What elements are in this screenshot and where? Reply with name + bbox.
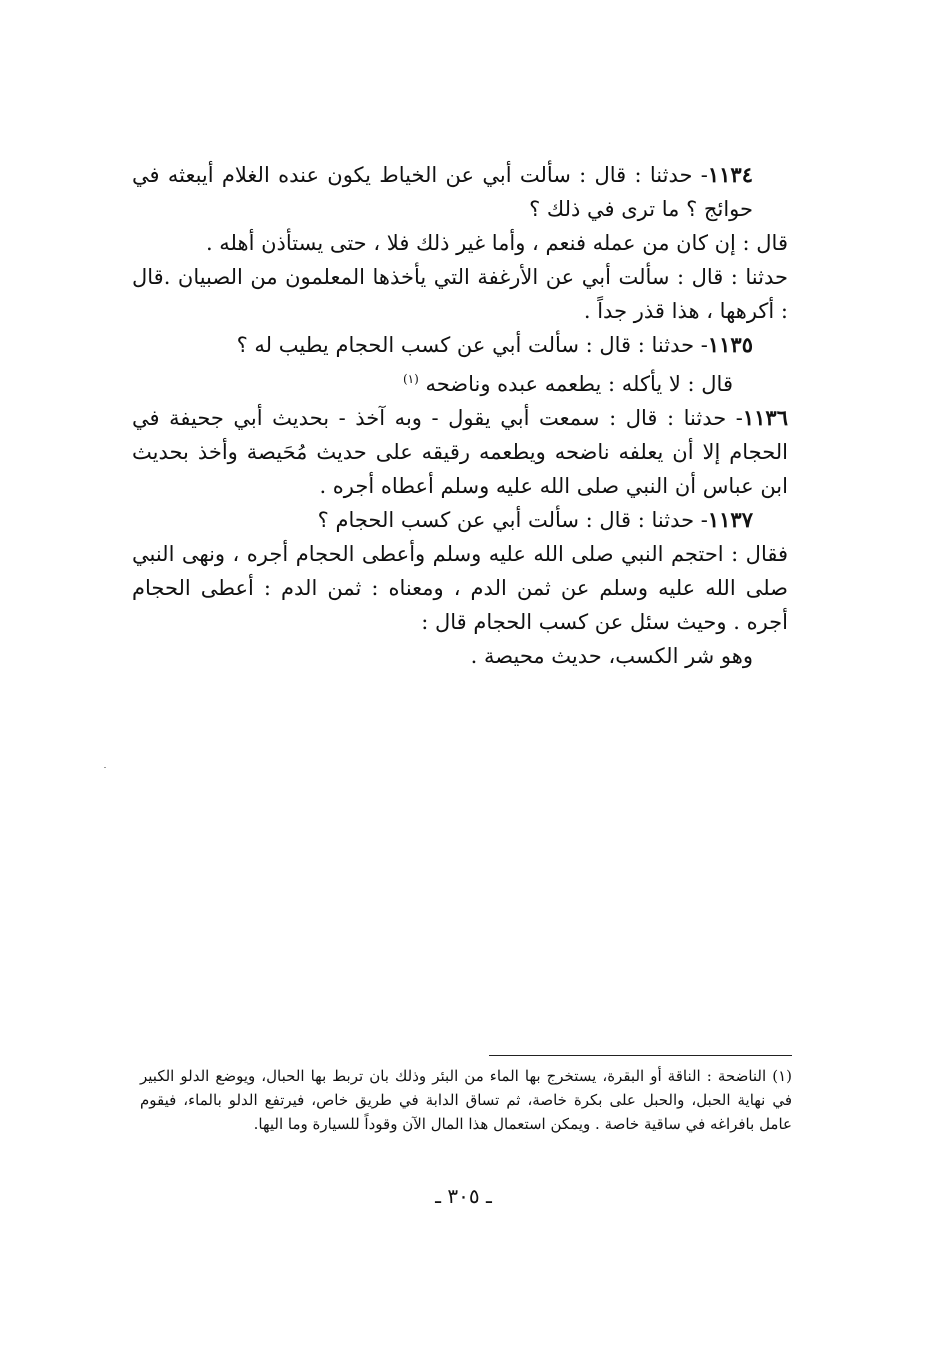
paragraph-text: قال : إن كان من عمله فنعم ، وأما غير ذلك فلا ، حتى يستأذن أهله . [205, 231, 788, 255]
paragraph-text: - حدثنا : قال : سمعت أبي يقول - وبه آخذ - بحديث أبي جحيفة في الحجام إلا أن يعلفه ناضحه ويطعمه رقيقه على حديث مُحَيصة وأخذ بحديث ابن عباس أن النبي صلى الله عليه وسلم أعطاه أجره . [132, 406, 788, 498]
page-number: ـ ٣٠٥ ـ [435, 1184, 492, 1208]
paragraph-text: - حدثنا : قال : سألت أبي عن الخياط يكون عنده الغلام أيبعثه في حوائج ؟ ما ترى في ذلك ؟ [132, 163, 753, 221]
footnote: (١) الناضحة : الناقة أو البقرة، يستخرج بها الماء من البئر وذلك بان تربط بها الحبال، ويوضع الدلو الكبير في نهاية الحبل، والحبل على بكرة خاصة، ثم تساق الدابة في طريق خاص، فيرتفع الدلو بالماء، فيقوم عامل بافراغه في ساقية خاصة . ويمكن استعمال هذا المال الآن وقوداً للسيارة وما اليها. [140, 1067, 792, 1133]
footnote-reference: (١) [402, 372, 419, 386]
hadith-number: ١١٣٤ [707, 162, 753, 187]
margin-mark [104, 767, 106, 768]
paragraph [132, 362, 788, 401]
paragraph-text: قال : لا يأكله : يطعمه عبده وناضحه [425, 372, 733, 396]
paragraph-1134 [132, 158, 788, 226]
paragraph-1135 [132, 328, 788, 362]
paragraph-text: حدثنا : قال : سألت أبي عن الأرغفة التي يأخذها المعلمون من الصبيان .قال : أكرهها ، هذا قذر جداً . [132, 265, 788, 323]
paragraph-text: - حدثنا : قال : سألت أبي عن كسب الحجام ؟ [317, 508, 708, 532]
paragraph [132, 260, 788, 328]
paragraph-text: وهو شر الكسب، حديث محيصة . [470, 644, 753, 668]
paragraph-1137 [132, 503, 788, 537]
main-text [132, 158, 788, 673]
paragraph [132, 639, 788, 673]
hadith-number: ١١٣٥ [707, 332, 753, 357]
paragraph-text: فقال : احتجم النبي صلى الله عليه وسلم وأعطى الحجام أجره ، ونهى النبي صلى الله عليه وسلم عن ثمن الدم ، ومعناه : ثمن الدم : أعطى الحجام أجره . وحيث سئل عن كسب الحجام قال : [132, 542, 788, 634]
paragraph [132, 537, 788, 639]
paragraph-text: - حدثنا : قال : سألت أبي عن كسب الحجام يطيب له ؟ [236, 333, 708, 357]
footnote-divider [489, 1055, 792, 1056]
hadith-number: ١١٣٧ [707, 507, 753, 532]
hadith-number: ١١٣٦ [742, 405, 788, 430]
paragraph-1136 [132, 401, 788, 503]
paragraph [132, 226, 788, 260]
